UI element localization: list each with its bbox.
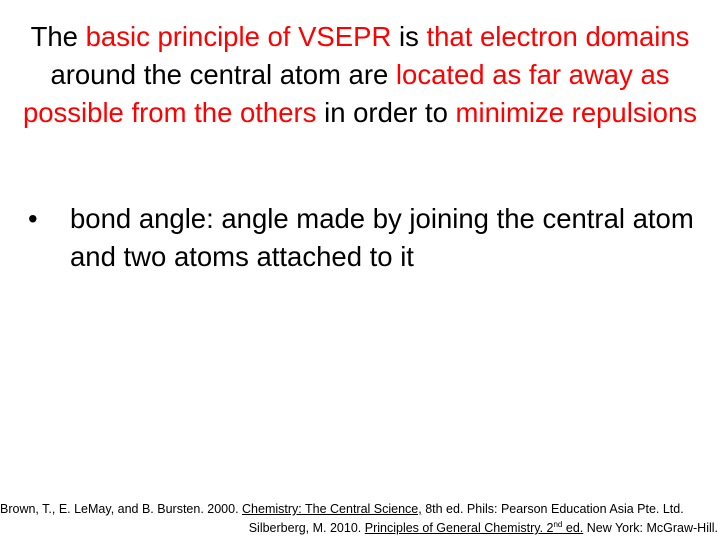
bullet-text: bond angle: angle made by joining the central atom and two atoms attached to it [70,203,694,272]
principle-highlight: that electron domains [426,21,690,52]
principle-text: The [30,21,86,52]
citation-title: Chemistry: The Central Science, [242,502,422,516]
principle-text: is [391,21,427,52]
citation-publisher: 8th ed. Phils: Pearson Education Asia Pte. Ltd. [421,502,684,516]
citation-authors: Brown, T., E. LeMay, and B. Bursten. 2000. [0,502,243,516]
principle-text: in order to [316,97,456,128]
bullet-marker: • [28,203,38,234]
citation-brown [0,500,718,519]
vsepr-principle-statement [20,18,700,132]
bullet-item-bond-angle [28,200,698,276]
citation-authors: Silberberg, M. 2010. [248,521,365,535]
citation-publisher: New York: McGraw-Hill. [583,521,718,535]
citation-title-superscript: nd [553,519,563,529]
citation-title [365,521,584,535]
principle-highlight: basic principle of VSEPR [85,21,392,52]
principle-text: around the central atom are [50,59,396,90]
citation-title-text: Principles of General Chemistry. 2 [364,521,554,535]
citation-silberberg [0,519,718,538]
principle-highlight: minimize repulsions [455,97,698,128]
citation-title-edition: ed. [562,521,584,535]
principle-highlight: located as far away as possible from the others [22,59,670,128]
references [0,500,718,538]
bullet-list [28,200,698,276]
